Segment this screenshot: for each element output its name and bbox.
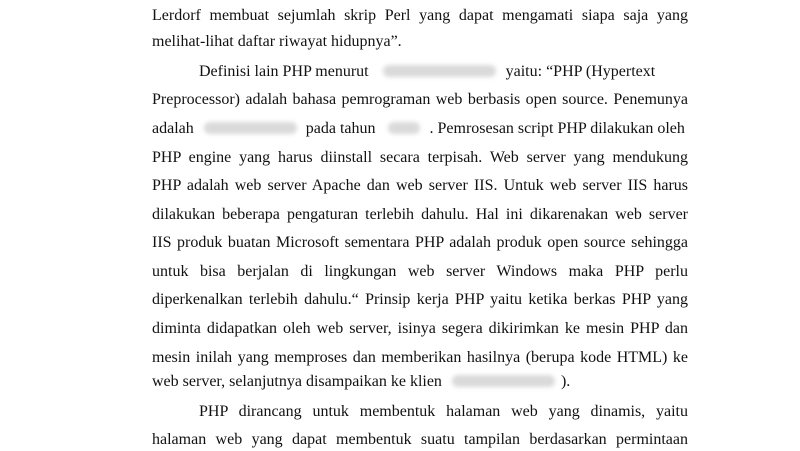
text-line: halaman web yang dapat membentuk suatu tampilan berdasarkan permintaan — [152, 431, 688, 448]
redacted-citation — [452, 375, 555, 387]
text-line: Lerdorf membuat sejumlah skrip Perl yang dapat mengamati siapa saja yang — [152, 7, 688, 24]
text-fragment: yaitu: “PHP (Hypertext — [505, 63, 656, 80]
text-line: diminta didapatkan oleh web server, isinya segera dikirimkan ke mesin PHP dan — [152, 320, 688, 337]
text-fragment: ). — [560, 373, 571, 390]
text-line-with-redacted-names — [152, 118, 688, 140]
redacted-citation — [383, 65, 496, 77]
text-fragment: adalah — [152, 120, 194, 137]
text-fragment: . Pemrosesan script PHP dilakukan oleh — [429, 120, 685, 137]
text-line: untuk bisa berjalan di lingkungan web server Windows maka PHP perlu — [152, 263, 688, 280]
text-line: mesin inilah yang memproses dan memberikan hasilnya (berupa kode HTML) ke — [152, 349, 688, 366]
redacted-year — [388, 122, 420, 134]
text-line: PHP dirancang untuk membentuk halaman web yang dinamis, yaitu — [199, 403, 688, 420]
text-fragment: pada tahun — [305, 120, 376, 137]
text-line-with-redacted-citation — [152, 371, 688, 393]
text-line-with-redacted-citation — [199, 61, 688, 83]
text-fragment: Definisi lain PHP menurut — [199, 63, 369, 80]
text-line: diperkenalkan terlebih dahulu.“ Prinsip kerja PHP yaitu ketika berkas PHP yang — [152, 291, 688, 308]
text-fragment: web server, selanjutnya disampaikan ke klien — [152, 373, 442, 390]
text-line: IIS produk buatan Microsoft sementara PHP adalah produk open source sehingga — [152, 234, 688, 251]
text-line: melihat-lihat daftar riwayat hidupnya”. — [152, 33, 402, 50]
text-line: Preprocessor) adalah bahasa pemrograman web berbasis open source. Penemunya — [152, 91, 688, 108]
redacted-name — [204, 122, 297, 134]
text-line: dilakukan beberapa pengaturan terlebih dahulu. Hal ini dikarenakan web server — [152, 206, 688, 223]
text-line: PHP adalah web server Apache dan web server IIS. Untuk web server IIS harus — [152, 177, 688, 194]
text-line: PHP engine yang harus diinstall secara terpisah. Web server yang mendukung — [152, 149, 688, 166]
